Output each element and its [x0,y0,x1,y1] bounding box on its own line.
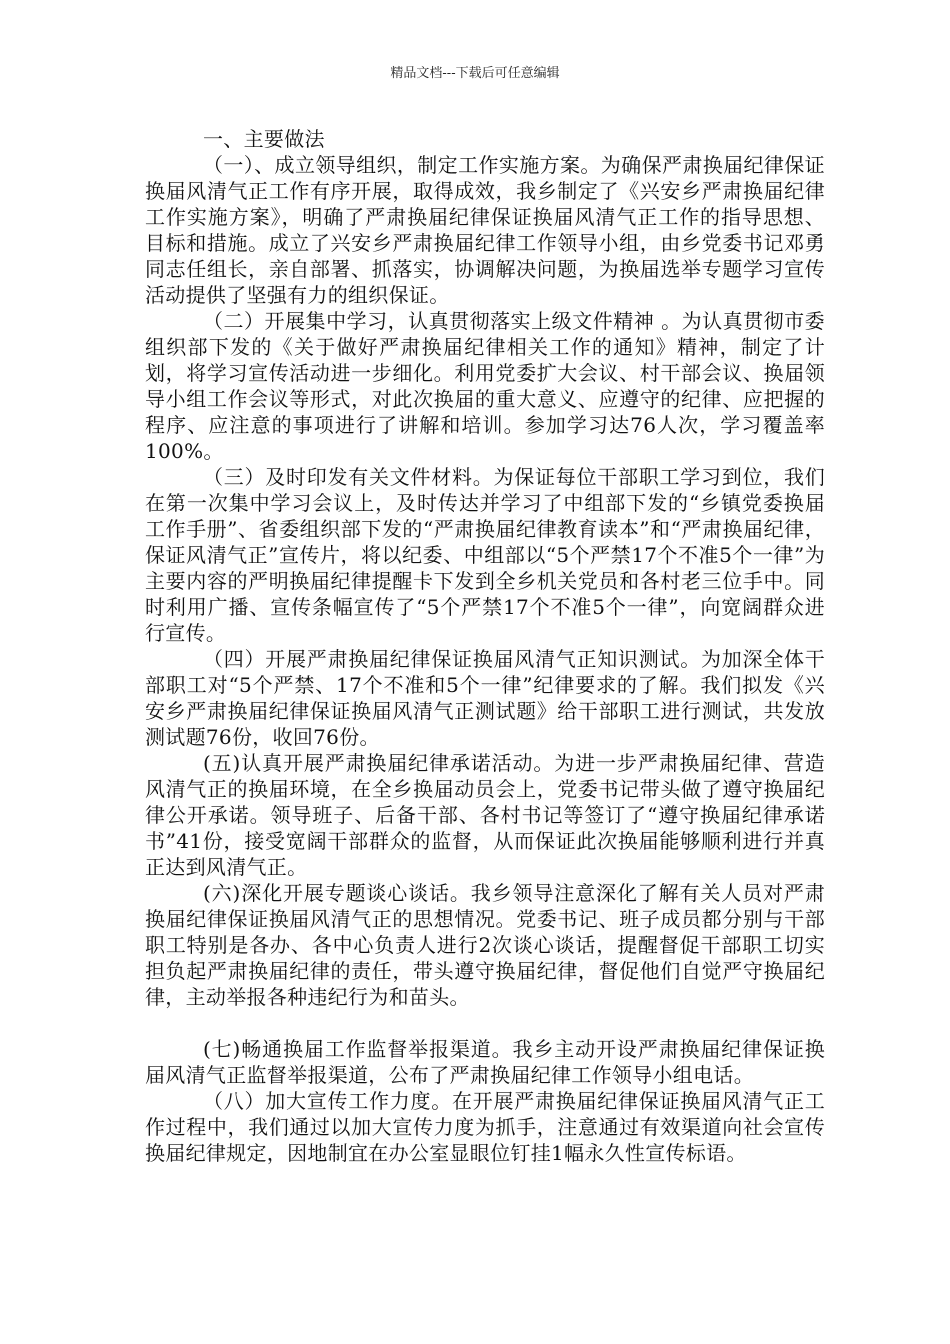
document-body [145,126,825,1166]
paragraph-6: (六)深化开展专题谈心谈话。我乡领导注意深化了解有关人员对严肃换届纪律保证换届风清气正的思想情况。党委书记、班子成员都分别与干部职工特别是各办、各中心负责人进行2次谈心谈话，提醒督促干部职工切实担负起严肃换届纪律的责任，带头遵守换届纪律，督促他们自觉严守换届纪律，主动举报各种违纪行为和苗头。 [145,881,825,1009]
paragraph-8: （八）加大宣传工作力度。在开展严肃换届纪律保证换届风清气正工作过程中，我们通过以加大宣传力度为抓手，注意通过有效渠道向社会宣传换届纪律规定，因地制宜在办公室显眼位钉挂1幅永久性宣传标语。 [145,1089,825,1165]
paragraph-5: (五)认真开展严肃换届纪律承诺活动。为进一步严肃换届纪律、营造风清气正的换届环境，在全乡换届动员会上，党委书记带头做了遵守换届纪律公开承诺。领导班子、后备干部、各村书记等签订了“遵守换届纪律承诺书”41份，接受宽阔干部群众的监督，从而保证此次换届能够顺利进行并真正达到风清气正。 [145,751,825,879]
paragraph-2: （二）开展集中学习，认真贯彻落实上级文件精神 。为认真贯彻市委组织部下发的《关于做好严肃换届纪律相关工作的通知》精神，制定了计划，将学习宣传活动进一步细化。利用党委扩大会议、村干部会议、换届领导小组工作会议等形式，对此次换届的重大意义、应遵守的纪律、应把握的程序、应注意的事项进行了讲解和培训。参加学习达76人次，学习覆盖率100%。 [145,309,825,463]
paragraph-1: （一）、成立领导组织，制定工作实施方案。为确保严肃换届纪律保证换届风清气正工作有序开展，取得成效，我乡制定了《兴安乡严肃换届纪律工作实施方案》，明确了严肃换届纪律保证换届风清气正工作的指导思想、目标和措施。成立了兴安乡严肃换届纪律工作领导小组，由乡党委书记邓勇同志任组长，亲自部署、抓落实，协调解决问题，为换届选举专题学习宣传活动提供了坚强有力的组织保证。 [145,153,825,307]
paragraph-4: （四）开展严肃换届纪律保证换届风清气正知识测试。为加深全体干部职工对“5个严禁、17个不准和5个一律”纪律要求的了解。我们拟发《兴安乡严肃换届纪律保证换届风清气正测试题》给干部职工进行测试，共发放测试题76份，收回76份。 [145,647,825,749]
paragraph-7: (七)畅通换届工作监督举报渠道。我乡主动开设严肃换届纪律保证换届风清气正监督举报渠道，公布了严肃换届纪律工作领导小组电话。 [145,1037,825,1087]
page-header: 精品文档---下载后可任意编辑 [390,66,560,81]
paragraph-3: （三）及时印发有关文件材料。为保证每位干部职工学习到位，我们在第一次集中学习会议上，及时传达并学习了中组部下发的“乡镇党委换届工作手册”、省委组织部下发的“严肃换届纪律教育读本”和“严肃换届纪律，保证风清气正”宣传片，将以纪委、中组部以“5个严禁17个不准5个一律”为主要内容的严明换届纪律提醒卡下发到全乡机关党员和各村老三位手中。同时利用广播、宣传条幅宣传了“5个严禁17个不准5个一律”，向宽阔群众进行宣传。 [145,465,825,645]
section-heading: 一、主要做法 [203,127,325,151]
